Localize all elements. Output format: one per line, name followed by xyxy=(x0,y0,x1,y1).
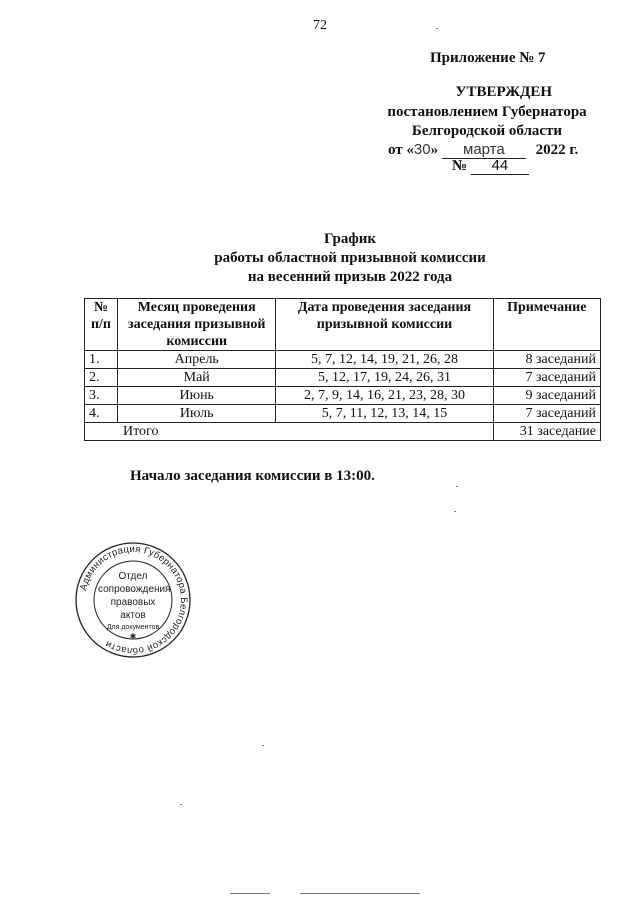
title-line-3: на весенний призыв 2022 года xyxy=(247,269,453,285)
table-total-row xyxy=(85,423,601,441)
approved-title: УТВЕРЖДЕН xyxy=(455,84,552,100)
row-dates: 5, 12, 17, 19, 24, 26, 31 xyxy=(276,369,493,387)
table-row xyxy=(85,369,601,387)
date-prefix: от « xyxy=(388,142,414,158)
table-row xyxy=(85,387,601,405)
title-line-2: работы областной призывной комиссии xyxy=(214,250,486,266)
table-header-row xyxy=(85,299,601,351)
date-day: 30 xyxy=(413,141,431,158)
stamp-line: актов xyxy=(120,610,146,621)
row-dates: 5, 7, 12, 14, 19, 21, 26, 28 xyxy=(276,351,493,369)
row-note: 7 заседаний xyxy=(493,369,600,387)
speck xyxy=(456,486,458,487)
stamp-ring-text: Администрация Губернатора Белгородской области xyxy=(77,543,190,657)
row-month: Апрель xyxy=(117,351,276,369)
row-dates: 2, 7, 9, 14, 16, 21, 23, 28, 30 xyxy=(276,387,493,405)
title-line-1: График xyxy=(323,231,377,247)
table-row xyxy=(85,405,601,423)
official-stamp xyxy=(73,540,193,660)
total-label: Итого xyxy=(85,423,494,441)
star-icon: ✱ xyxy=(129,632,137,641)
stamp-line: правовых xyxy=(110,597,156,608)
row-note: 9 заседаний xyxy=(493,387,600,405)
approval-line-1: постановлением Губернатора xyxy=(387,104,587,120)
number-label: № xyxy=(452,158,468,174)
speck xyxy=(454,511,456,512)
speck xyxy=(300,893,420,894)
speck xyxy=(436,28,438,29)
header-dates: Дата проведения заседания призывной комиссии xyxy=(276,299,493,351)
speck xyxy=(230,893,270,894)
row-number: 2. xyxy=(85,369,118,387)
approval-number xyxy=(452,157,529,175)
approval-line-2: Белгородской области xyxy=(411,123,563,139)
header-number: № п/п xyxy=(85,299,118,351)
stamp-center-text xyxy=(98,570,171,641)
approval-block xyxy=(372,103,602,141)
table-row xyxy=(85,351,601,369)
row-note: 7 заседаний xyxy=(493,405,600,423)
stamp-line: сопровождения xyxy=(98,584,171,595)
speck xyxy=(262,745,264,746)
stamp-line: Отдел xyxy=(118,571,148,582)
stamp-bottom-text: Для документов xyxy=(106,624,160,631)
row-dates: 5, 7, 11, 12, 13, 14, 15 xyxy=(276,405,493,423)
speck xyxy=(180,804,182,805)
row-month: Июль xyxy=(117,405,276,423)
schedule-table xyxy=(84,298,601,441)
date-mid: » xyxy=(430,142,439,158)
row-month: Июнь xyxy=(117,387,276,405)
row-number: 1. xyxy=(85,351,118,369)
header-note: Примечание xyxy=(493,299,600,351)
number-value: 44 xyxy=(471,157,529,175)
date-month: марта xyxy=(442,141,526,159)
appendix-label: Приложение № 7 xyxy=(430,50,546,66)
document-title xyxy=(140,230,560,287)
meeting-start-note: Начало заседания комиссии в 13:00. xyxy=(130,468,375,484)
row-number: 3. xyxy=(85,387,118,405)
row-note: 8 заседаний xyxy=(493,351,600,369)
page-number: 72 xyxy=(313,18,327,33)
date-year: 2022 г. xyxy=(535,142,579,158)
header-month: Месяц проведения заседания призывной комиссии xyxy=(117,299,276,351)
row-month: Май xyxy=(117,369,276,387)
total-value: 31 заседание xyxy=(493,423,600,441)
row-number: 4. xyxy=(85,405,118,423)
